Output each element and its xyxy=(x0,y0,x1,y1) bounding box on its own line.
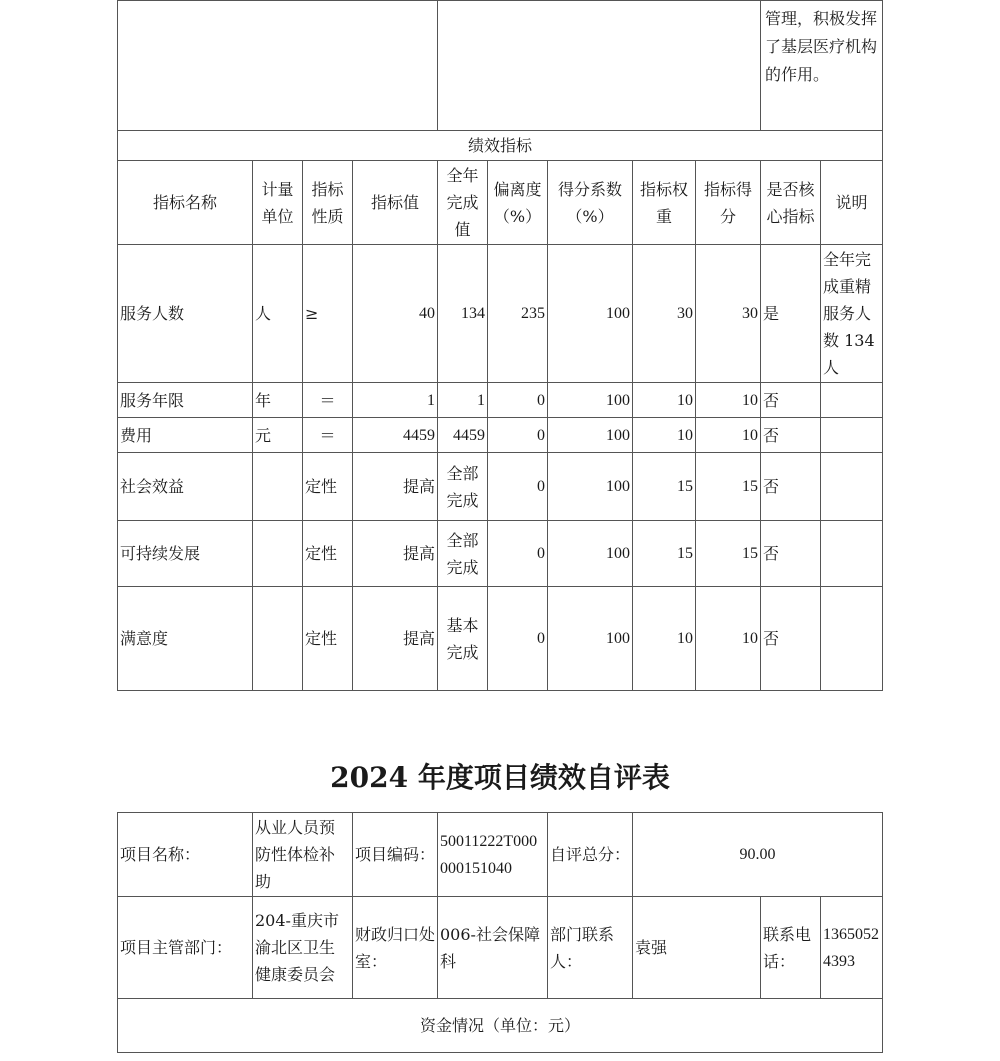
row-unit xyxy=(253,453,303,521)
row-core: 否 xyxy=(761,587,821,691)
row-score: 30 xyxy=(696,245,761,383)
table-row xyxy=(118,383,883,418)
row-dev: 235 xyxy=(488,245,548,383)
row-desc xyxy=(821,383,883,418)
finance-label: 财政归口处室： xyxy=(353,897,438,999)
top-empty-cell-1 xyxy=(118,1,438,131)
row-coef: 100 xyxy=(548,453,633,521)
table-row xyxy=(118,587,883,691)
row-score: 10 xyxy=(696,383,761,418)
row-weight: 30 xyxy=(633,245,696,383)
row-coef: 100 xyxy=(548,521,633,587)
row-score: 10 xyxy=(696,418,761,453)
row-value: 40 xyxy=(353,245,438,383)
row-unit: 人 xyxy=(253,245,303,383)
row-desc xyxy=(821,521,883,587)
header-cell: 偏离度（%） xyxy=(488,161,548,245)
header-cell: 指标得分 xyxy=(696,161,761,245)
row-name: 可持续发展 xyxy=(118,521,253,587)
top-note-cell xyxy=(761,1,883,131)
header-cell: 计量单位 xyxy=(253,161,303,245)
row-core: 否 xyxy=(761,418,821,453)
dept-label: 项目主管部门： xyxy=(118,897,253,999)
row-score: 15 xyxy=(696,453,761,521)
row-value: 提高 xyxy=(353,521,438,587)
row-score: 15 xyxy=(696,521,761,587)
row-done: 134 xyxy=(438,245,488,383)
header-cell: 是否核心指标 xyxy=(761,161,821,245)
table-row xyxy=(118,521,883,587)
header-cell: 指标权重 xyxy=(633,161,696,245)
funds-label: 资金情况（单位：元） xyxy=(118,999,883,1053)
row-nature: ≥ xyxy=(303,245,353,383)
table-row xyxy=(118,418,883,453)
row-core: 否 xyxy=(761,383,821,418)
header-cell: 全年完成值 xyxy=(438,161,488,245)
row-core: 是 xyxy=(761,245,821,383)
page-title: 2024 年度项目绩效自评表 xyxy=(330,761,670,794)
project-code-label: 项目编码： xyxy=(353,813,438,897)
performance-table xyxy=(117,0,883,691)
row-value: 提高 xyxy=(353,453,438,521)
total-score-label: 自评总分： xyxy=(548,813,633,897)
row-desc xyxy=(821,453,883,521)
row-dev: 0 xyxy=(488,453,548,521)
row-score: 10 xyxy=(696,587,761,691)
row-coef: 100 xyxy=(548,383,633,418)
row-nature: 定性 xyxy=(303,587,353,691)
phone-value: 13650524393 xyxy=(821,897,883,999)
row-nature: 定性 xyxy=(303,521,353,587)
table-row xyxy=(118,245,883,383)
row-value: 1 xyxy=(353,383,438,418)
header-cell: 得分系数（%） xyxy=(548,161,633,245)
project-code-value: 50011222T000000151040 xyxy=(438,813,548,897)
dept-value: 204-重庆市渝北区卫生健康委员会 xyxy=(253,897,353,999)
table-row xyxy=(118,453,883,521)
row-unit xyxy=(253,587,303,691)
row-core: 否 xyxy=(761,521,821,587)
row-coef: 100 xyxy=(548,418,633,453)
header-row xyxy=(118,161,883,245)
row-desc: 全年完成重精服务人数 134 人 xyxy=(821,245,883,383)
row-done: 4459 xyxy=(438,418,488,453)
section-title: 绩效指标 xyxy=(118,131,883,161)
header-cell: 指标值 xyxy=(353,161,438,245)
row-value: 4459 xyxy=(353,418,438,453)
row-done: 基本完成 xyxy=(438,587,488,691)
row-core: 否 xyxy=(761,453,821,521)
total-score-value: 90.00 xyxy=(633,813,883,897)
row-dev: 0 xyxy=(488,383,548,418)
row-weight: 15 xyxy=(633,521,696,587)
top-empty-cell-2 xyxy=(438,1,761,131)
row-weight: 10 xyxy=(633,587,696,691)
row-weight: 10 xyxy=(633,383,696,418)
row-unit: 元 xyxy=(253,418,303,453)
project-name-label: 项目名称： xyxy=(118,813,253,897)
row-weight: 15 xyxy=(633,453,696,521)
phone-label: 联系电话： xyxy=(761,897,821,999)
row-unit xyxy=(253,521,303,587)
row-weight: 10 xyxy=(633,418,696,453)
row-nature: ＝ xyxy=(303,418,353,453)
row-dev: 0 xyxy=(488,587,548,691)
row-dev: 0 xyxy=(488,418,548,453)
row-coef: 100 xyxy=(548,245,633,383)
finance-value: 006-社会保障科 xyxy=(438,897,548,999)
row-desc xyxy=(821,418,883,453)
row-done: 全部完成 xyxy=(438,521,488,587)
row-done: 全部完成 xyxy=(438,453,488,521)
row-coef: 100 xyxy=(548,587,633,691)
row-unit: 年 xyxy=(253,383,303,418)
row-value: 提高 xyxy=(353,587,438,691)
row-done: 1 xyxy=(438,383,488,418)
project-info-table xyxy=(117,812,883,1053)
row-name: 社会效益 xyxy=(118,453,253,521)
header-cell: 指标名称 xyxy=(118,161,253,245)
row-nature: ＝ xyxy=(303,383,353,418)
header-cell: 指标性质 xyxy=(303,161,353,245)
project-name-value: 从业人员预防性体检补助 xyxy=(253,813,353,897)
row-name: 费用 xyxy=(118,418,253,453)
contact-value: 袁强 xyxy=(633,897,761,999)
contact-label: 部门联系人： xyxy=(548,897,633,999)
row-desc xyxy=(821,587,883,691)
row-name: 服务人数 xyxy=(118,245,253,383)
row-name: 服务年限 xyxy=(118,383,253,418)
row-dev: 0 xyxy=(488,521,548,587)
row-name: 满意度 xyxy=(118,587,253,691)
row-nature: 定性 xyxy=(303,453,353,521)
header-cell: 说明 xyxy=(821,161,883,245)
top-note-text: 管理，积极发挥了基层医疗机构的作用。 xyxy=(765,9,878,84)
